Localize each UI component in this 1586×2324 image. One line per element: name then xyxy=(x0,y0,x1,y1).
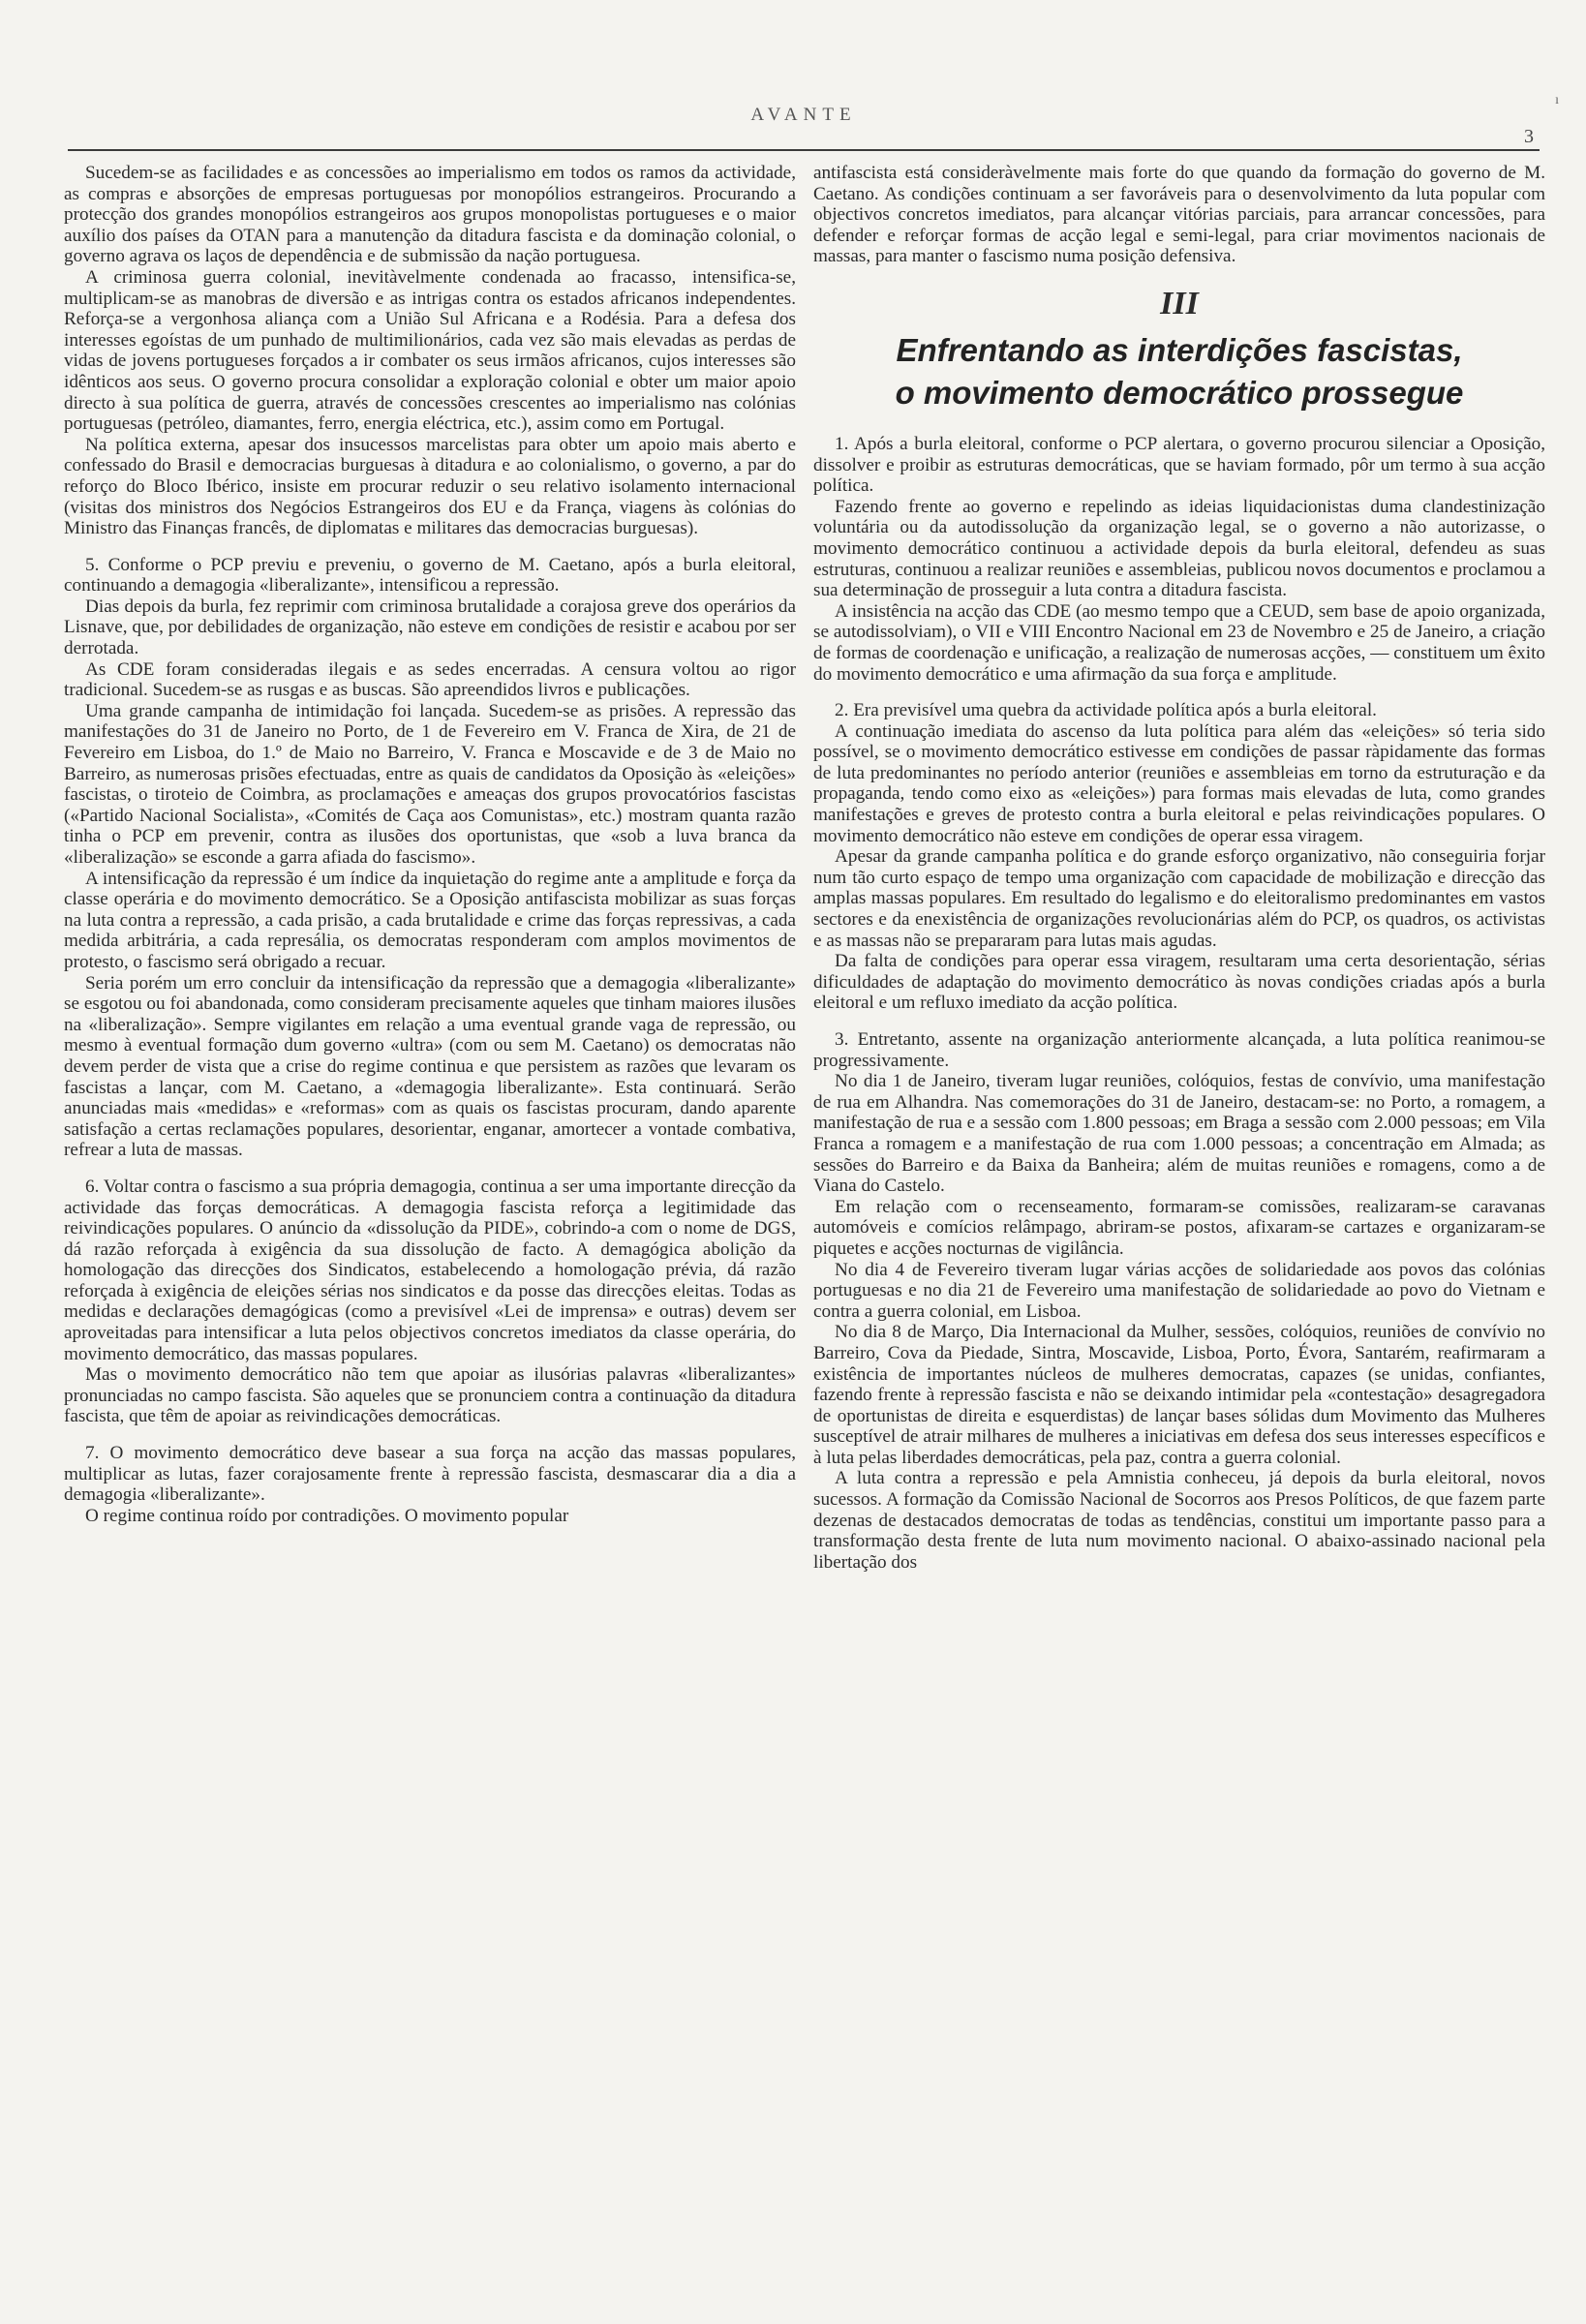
newspaper-title: AVANTE xyxy=(750,105,857,125)
paragraph: 7. O movimento democrático deve basear a sua força na acção das massas populares, multiplicar as lutas, fazer corajosamente frente à repressão fascista, desmascarar dia a dia a demagogia «liberalizante». xyxy=(64,1443,796,1506)
paragraph: Fazendo frente ao governo e repelindo as ideias liquidacionistas duma clandestinização voluntária ou da autodissolução da organização legal, se o governo a não autorizasse, o movimento democrático continuou a actividade depois da burla eleitoral, defendeu as suas estruturas, continuou a realizar reuniões e assembleias, publicou novos documentos e proclamou a sua determinação de prosseguir a luta contra a ditadura fascista. xyxy=(813,496,1545,601)
section-number: III xyxy=(1160,285,1199,321)
paragraph: Seria porém um erro concluir da intensificação da repressão que a demagogia «liberalizante» se esgotou ou foi abandonada, como consideram precisamente aqueles que tinham maiores ilusões na «liberalização». Sempre vigilantes em relação a uma eventual grande vaga de repressão, ou mesmo à eventual formação dum governo «ultra» (com ou sem M. Caetano) os democratas não devem perder de vista que a crise do regime continua e que persistem as razões que levaram os fascistas a lançar, com M. Caetano, a «demagogia liberalizante». Esta continuará. Serão anunciadas mais «medidas» e «reformas» com as quais os fascistas procuram, dando aparente satisfação a certas reclamações populares, desorientar, enganar, amortecer a vontade combativa, refrear a luta de massas. xyxy=(64,972,796,1161)
paragraph: Da falta de condições para operar essa viragem, resultaram uma certa desorientação, sérias dificuldades de adaptação do movimento democrático às novas condições criadas após a burla eleitoral e um refluxo imediato da acção política. xyxy=(813,951,1545,1014)
paragraph: Dias depois da burla, fez reprimir com criminosa brutalidade a corajosa greve dos operários da Lisnave, que, por debilidades de organização, não esteve em condições de resistir e acabou por ser derrotada. xyxy=(64,596,796,659)
section-heading xyxy=(813,329,1545,414)
paragraph: Apesar da grande campanha política e do grande esforço organizativo, não conseguiria forjar num tão curto espaço de tempo uma organização com capacidade de mobilização e direcção das amplas massas populares. Em resultado do legalismo e do eleitoralismo predominantes em vastos sectores e da enexistência de organizações revolucionárias além do PCP, os quadros, os activistas e as massas não se prepararam para lutas mais agudas. xyxy=(813,846,1545,951)
paragraph: Em relação com o recenseamento, formaram-se comissões, realizaram-se caravanas automóveis e comícios relâmpago, abriram-se postos, afixaram-se cartazes e organizaram-se piquetes e acções nocturnas de vigilância. xyxy=(813,1196,1545,1259)
paragraph: No dia 1 de Janeiro, tiveram lugar reuniões, colóquios, festas de convívio, uma manifestação de rua em Alhandra. Nas comemorações do 31 de Janeiro, destacam-se: no Porto, a romagem, a manifestação de rua e a sessão com 1.800 pessoas; em Braga a sessão com 2.000 pessoas; em Vila Franca a romagem e a manifestação de rua com 1.000 pessoas; a concentração em Almada; as sessões do Barreiro e da Baixa da Banheira; além de muitas reuniões e romagens, como a de Viana do Castelo. xyxy=(813,1071,1545,1197)
paragraph: No dia 8 de Março, Dia Internacional da Mulher, sessões, colóquios, reuniões de convívio no Barreiro, Cova da Piedade, Sintra, Moscavide, Lisboa, Porto, Évora, Santarém, reafirmaram a existência de importantes núcleos de mulheres democratas, capazes (se unidas, confiantes, fazendo frente à repressão fascista e não se deixando intimidar pela «contestação» desagregadora de oportunistas de direita e esquerdistas) de lançar bases sólidas dum Movimento das Mulheres susceptível de atrair milhares de mulheres a iniciativas em defesa dos seus interesses específicos e à luta pelas liberdades democráticas, pela paz, contra a guerra colonial. xyxy=(813,1322,1545,1468)
paragraph: 3. Entretanto, assente na organização anteriormente alcançada, a luta política reanimou-se progressivamente. xyxy=(813,1029,1545,1071)
heading-line: Enfrentando as interdições fascistas, xyxy=(896,331,1463,368)
paragraph: 5. Conforme o PCP previu e preveniu, o governo de M. Caetano, após a burla eleitoral, continuando a demagogia «liberalizante», intensificou a repressão. xyxy=(64,554,796,596)
paragraph: 2. Era previsível uma quebra da actividade política após a burla eleitoral. xyxy=(835,700,1377,721)
paragraph: Mas o movimento democrático não tem que apoiar as ilusórias palavras «liberalizantes» pronunciadas no campo fascista. São aqueles que se pronunciem contra a continuação da ditadura fascista, que têm de apoiar as reivindicações democráticas. xyxy=(64,1364,796,1427)
paragraph: No dia 4 de Fevereiro tiveram lugar várias acções de solidariedade aos povos das colónias portuguesas e no dia 21 de Fevereiro uma manifestação de solidariedade ao povo do Vietnam e contra a guerra colonial, em Lisboa. xyxy=(813,1259,1545,1322)
paragraph: 1. Após a burla eleitoral, conforme o PCP alertara, o governo procurou silenciar a Oposição, dissolver e proibir as estruturas democráticas, que se haviam formado, pôr um termo à sua acção política. xyxy=(813,433,1545,497)
left-column xyxy=(64,163,796,1526)
paragraph: A continuação imediata do ascenso da luta política para além das «eleições» só teria sido possível, se o movimento democrático estivesse em condições de passar ràpidamente das formas de luta predominantes no período anterior (reuniões e assembleias em torno da estruturação e da propaganda, tendo como eixo as «eleições») para formas mais elevadas de luta, como grandes manifestações e greves de protesto contra a burla eleitoral e pelas reivindicações populares. O movimento democrático não esteve em condições de operar essa viragem. xyxy=(813,720,1545,846)
paragraph: A insistência na acção das CDE (ao mesmo tempo que a CEUD, sem base de apoio organizada, se autodissolviam), o VII e VIII Encontro Nacional em 23 de Novembro e 25 de Janeiro, a criação de formas de coordenação e unificação, a realização de numerosas acções, — constituem um êxito do movimento democrático e uma afirmação da sua força e amplitude. xyxy=(813,600,1545,685)
paragraph: A intensificação da repressão é um índice da inquietação do regime ante a amplitude e força da classe operária e do movimento democrático. Se a Oposição antifascista mobilizar as suas forças na luta contra a repressão, a cada prisão, a cada brutalidade e crime das forças repressivas, a cada medida arbitrária, a cada represália, os democratas responderam com amplos movimentos de protesto, o fascismo será obrigado a recuar. xyxy=(64,868,796,972)
paragraph: Sucedem-se as facilidades e as concessões ao imperialismo em todos os ramos da actividade, as compras e absorções de empresas portuguesas por monopólios estrangeiros. Procurando a protecção dos grandes monopólios estrangeiros aos grupos monopolistas portugueses e o maior auxílio dos países da OTAN para a manutenção da ditadura fascista e da dominação colonial, o governo agrava os laços de dependência e de submissão da nação portuguesa. xyxy=(64,163,796,267)
page-number: 3 xyxy=(1524,126,1534,147)
right-column xyxy=(813,163,1545,1573)
paragraph: A criminosa guerra colonial, inevitàvelmente condenada ao fracasso, intensifica-se, multiplicam-se as manobras de diversão e as intrigas contra os estados africanos independentes. Reforça-se a vergonhosa aliança com a União Sul Africana e a Rodésia. Para a defesa dos interesses egoístas de um punhado de multimilionários, cada vez são mais elevadas as perdas de vidas de jovens portugueses forçados a ir combater os seus irmãos africanos, cujos interesses são idênticos aos seus. O governo procura consolidar a exploração colonial e obter um maior apoio directo à sua política de guerra, através de concessões crescentes ao imperialismo nas colónias portuguesas (petróleo, diamantes, ferro, energia eléctrica, etc.), assim como em Portugal. xyxy=(64,266,796,435)
paragraph: Na política externa, apesar dos insucessos marcelistas para obter um apoio mais aberto e confessado do Brasil e democracias burguesas à ditadura e ao colonialismo, o governo, a par do reforço do Bloco Ibérico, insiste em procurar reduzir o seu relativo isolamento internacional (visitas dos ministros dos Negócios Estrangeiros dos EU e da França, viagens às colónias do Ministro das Finanças francês, de diplomatas e militares das democracias burguesas). xyxy=(64,434,796,539)
heading-line: o movimento democrático prossegue xyxy=(895,374,1464,411)
paragraph: Uma grande campanha de intimidação foi lançada. Sucedem-se as prisões. A repressão das manifestações do 31 de Janeiro no Porto, de 1 de Fevereiro em V. Franca de Xira, de 21 de Fevereiro em Lisboa, do 1.º de Maio no Barreiro, V. Franca e Moscavide e de 3 de Maio no Barreiro, as numerosas prisões efectuadas, entre as quais de candidatos da Oposição às «eleições» fascistas, o tiroteio de Coimbra, as proclamações e ameaças dos grupos provocatórios fascistas («Partido Nacional Socialista», «Comités de Caça aos Comunistas», etc.) mostram quanta razão tinha o PCP em prevenir, contra as ilusões dos oportunistas, que «sob a luva branca da «liberalização» se esconde a garra afiada do fascismo». xyxy=(64,700,796,868)
page-header xyxy=(68,105,1540,151)
paragraph: As CDE foram consideradas ilegais e as sedes encerradas. A censura voltou ao rigor tradicional. Sucedem-se as rusgas e as buscas. São apreendidos livros e publicações. xyxy=(64,658,796,701)
paragraph: antifascista está consideràvelmente mais forte do que quando da formação do governo de M. Caetano. As condições continuam a ser favoráveis para o desenvolvimento da luta popular com objectivos concretos imediatos, para alcançar vitórias parciais, para arrancar concessões, para defender e reforçar formas de acção legal e semi-legal, para criar movimentos nacionais de massas, para manter o fascismo numa posição defensiva. xyxy=(813,163,1545,267)
paragraph: 6. Voltar contra o fascismo a sua própria demagogia, continua a ser uma importante direcção da actividade das forças democráticas. A demagogia fascista reforça a legitimidade das reivindicações populares. O anúncio da «dissolução da PIDE», cobrindo-a com o nome de DGS, dá razão reforçada à exigência da sua dissolução de facto. A demagógica abolição da homologação das direcções dos Sindicatos, estabelecendo a homologação prévia, dá razão reforçada à exigência de eleições sérias nos sindicatos e da posse das direcções eleitas. Todas as medidas e declarações demagógicas (como a previsível «Lei de imprensa» e outras) devem ser aproveitadas para intensificar a luta pelos objectivos concretos imediatos da classe operária, do movimento democrático, das massas populares. xyxy=(64,1176,796,1364)
corner-mark: ı xyxy=(1555,93,1559,107)
paragraph: A luta contra a repressão e pela Amnistia conheceu, já depois da burla eleitoral, novos sucessos. A formação da Comissão Nacional de Socorros aos Presos Políticos, de que fazem parte dezenas de destacados democratas de todas as tendências, constitui um importante passo para a transformação desta frente de luta num movimento nacional. O abaixo-assinado nacional pela libertação dos xyxy=(813,1468,1545,1573)
paragraph: O regime continua roído por contradições. O movimento popular xyxy=(85,1505,569,1526)
